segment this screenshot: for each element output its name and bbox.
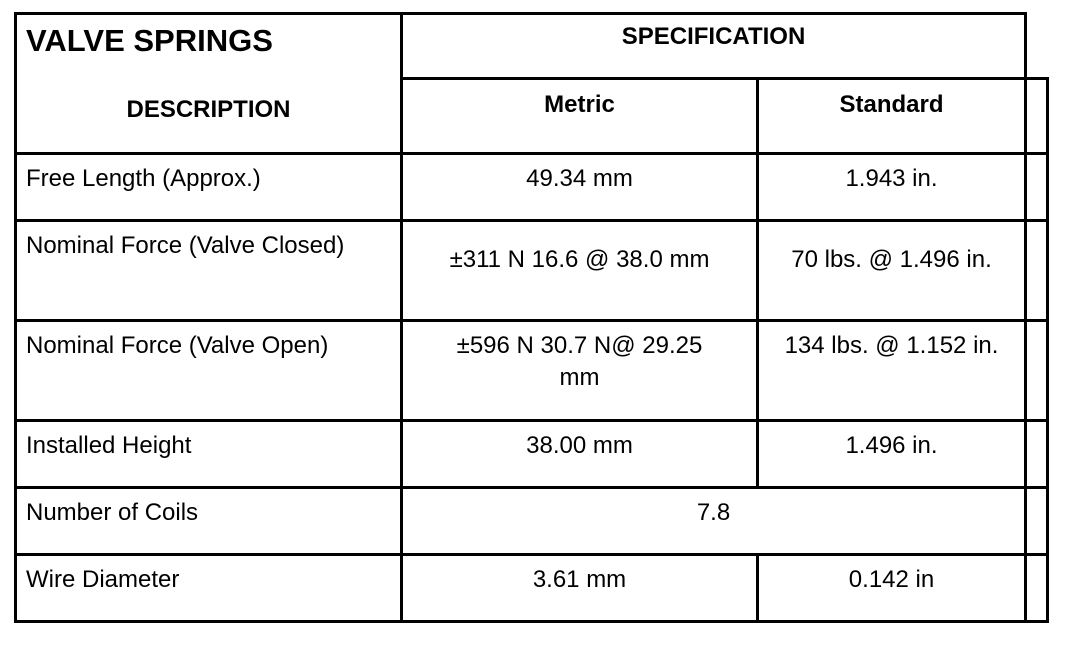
row-metric: ±596 N 30.7 N@ 29.25 mm: [456, 332, 703, 391]
header-row-columns: [16, 79, 1048, 154]
extra-cell: [1026, 555, 1048, 622]
table-row: [16, 488, 1048, 555]
description-cell: [16, 154, 402, 221]
table-title: VALVE SPRINGS: [26, 23, 273, 58]
specification-header-cell: [402, 14, 1026, 79]
metric-cell: [402, 221, 758, 321]
row-description: Free Length (Approx.): [26, 165, 261, 192]
metric-header: Metric: [544, 91, 615, 118]
row-standard: 0.142 in: [848, 566, 935, 593]
description-cell: [16, 321, 402, 421]
title-cell: [16, 14, 402, 79]
row-description: Installed Height: [26, 432, 192, 459]
description-header: DESCRIPTION: [126, 95, 291, 123]
header-row-top: [16, 14, 1048, 79]
row-standard: 70 lbs. @ 1.496 in.: [791, 246, 992, 273]
row-merged-value: 7.8: [696, 499, 731, 526]
table-row: [16, 321, 1048, 421]
standard-cell: [758, 154, 1026, 221]
table-row: [16, 555, 1048, 622]
row-description: Nominal Force (Valve Closed): [26, 232, 345, 259]
extra-cell: [1026, 221, 1048, 321]
row-metric: 3.61 mm: [532, 566, 627, 593]
metric-cell: [402, 421, 758, 488]
table-row: [16, 421, 1048, 488]
row-metric: 49.34 mm: [526, 165, 633, 192]
description-header-cell: [16, 79, 402, 154]
metric-cell: [402, 154, 758, 221]
standard-header: Standard: [839, 91, 944, 118]
extra-cell: [1026, 421, 1048, 488]
metric-cell: [402, 321, 758, 421]
extra-cell: [1026, 321, 1048, 421]
merged-value-cell: [402, 488, 1026, 555]
header-spacer: [1026, 14, 1048, 79]
extra-cell: [1026, 79, 1048, 154]
row-description: Nominal Force (Valve Open): [26, 332, 329, 359]
metric-cell: [402, 555, 758, 622]
metric-header-cell: [402, 79, 758, 154]
standard-header-cell: [758, 79, 1026, 154]
row-metric: 38.00 mm: [526, 432, 633, 459]
standard-cell: [758, 221, 1026, 321]
table-row: [16, 221, 1048, 321]
row-standard: 134 lbs. @ 1.152 in.: [784, 332, 999, 359]
row-description: Wire Diameter: [26, 566, 180, 593]
description-cell: [16, 555, 402, 622]
extra-cell: [1026, 488, 1048, 555]
extra-cell: [1026, 154, 1048, 221]
description-cell: [16, 488, 402, 555]
standard-cell: [758, 321, 1026, 421]
row-standard: 1.943 in.: [845, 165, 938, 192]
row-description: Number of Coils: [26, 499, 199, 526]
standard-cell: [758, 421, 1026, 488]
description-cell: [16, 421, 402, 488]
valve-springs-spec-table: [14, 12, 1049, 623]
description-cell: [16, 221, 402, 321]
standard-cell: [758, 555, 1026, 622]
specification-header: SPECIFICATION: [621, 23, 806, 50]
row-metric: ±311 N 16.6 @ 38.0 mm: [449, 246, 710, 273]
table-row: [16, 154, 1048, 221]
row-standard: 1.496 in.: [845, 432, 938, 459]
valve-springs-table-wrapper: [14, 12, 1049, 623]
